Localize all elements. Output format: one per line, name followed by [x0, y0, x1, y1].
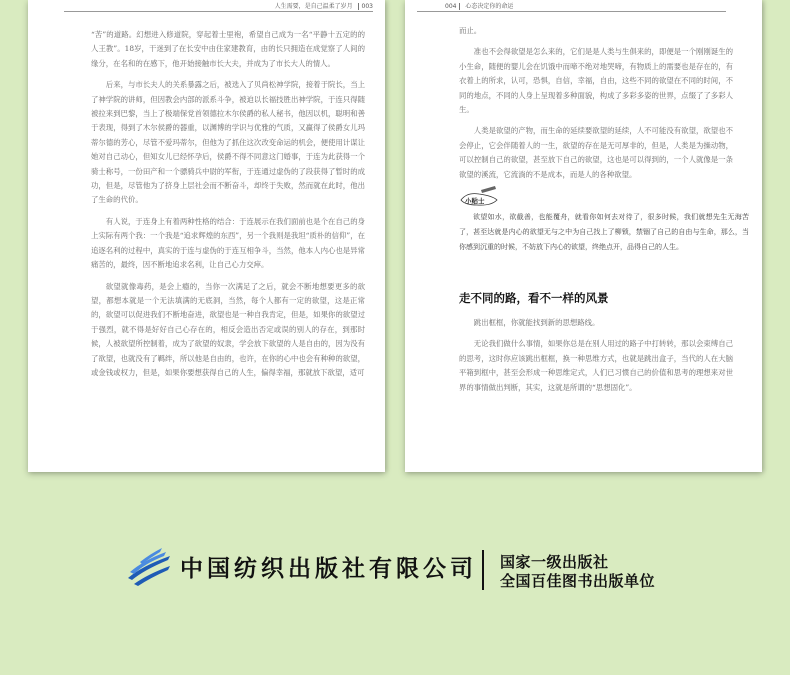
section-title: 走不同的路，看不一样的风景 [459, 291, 609, 305]
paragraph: 有人说，于连身上有着两种性格的结合：于连展示在我们面前也是个在自己的身上实际有两个我：一个我是“追求辉煌的东西”，另一个我则是我坦“质朴的信仰”，在追逐名利的过程中，真实的于连与虚伪的于连互相争斗，当然，他本人内心也是异常痛苦的，最终，因不断地追求名利，让自己心力交瘁。 [91, 216, 365, 270]
publisher-logo-icon [126, 548, 172, 586]
paragraph: 后来，与市长夫人的关系暴露之后，被选入了贝尚松神学院，接着于院长，当上了神学院的讲师，但因教会内部的派系斗争，被迫以长福技胜出神学院，于连只得随被拉来到巴黎，当上了极端保党首领德拉木尔侯爵的私人秘书，他因以机，聪明和善于表现，得到了木尔侯爵的器重，以渊博的学识与优雅的气质，又赢得了侯爵女儿玛蒂尔德的芳心，尽管不爱玛蒂尔，但他为了抓住这次改变命运的机会，便使用计谋让她对自己动心，但知女儿已经怀孕后，侯爵不得不同意这门婚事，于连为此获得一个骑士称号，一份田产和一个骠骑兵中尉的军衔，于连通过虚伪的了段获得了暂时的成功，但是，尽管他为了挤身上层社会而不断奋斗，却终于失败，然而就在此时，他出了生命的代价。 [91, 80, 365, 205]
page-body [91, 28, 365, 387]
page-number: 004 [445, 3, 460, 10]
publisher-name: 中国纺织出版社有限公司 [180, 556, 477, 582]
page-body [459, 24, 733, 189]
right-book-page [405, 0, 762, 472]
tip-badge-label: 小贴士 [465, 197, 485, 205]
header-rule [64, 11, 373, 12]
section-body [459, 316, 733, 402]
tip-text: 欲望如水，欲截善，也能覆舟，就看你如何去对待了，很多时候，我们就想先生无海苦了，甚至达就是内心的欲望无与之中为自己找上了柳锁，禁锢了自己的自由与生命，那么，当你感到沉重的时候，不妨放下内心的欲望，终绝点开，品得自己的人生。 [459, 213, 749, 251]
tip-box [459, 186, 749, 255]
header-rule [417, 11, 726, 12]
running-header-title: 人生需要，是自己温柔了岁月 [274, 3, 353, 10]
paragraph: 人类是欲望的产物，而生命的延续要欲望的延续，人不可能没有欲望，欲望也不会停止，它会伴随着人的一生，欲望的存在是无可厚非的，但是，人类是为操动物，可以控制自己的欲望，甚至放下自己的欲望，这也是可以得到的，一个人就像是一条欲望的溪流，它流淌的不是成本，而是人的各种欲望。 [459, 126, 733, 179]
left-book-page [28, 0, 385, 472]
paragraph: 跳出框框，你就能找到新的思想路线。 [473, 318, 600, 327]
paragraph: 无论我们做什么事情，如果你总是在别人用过的路子中打转转，那以会束缚自己的思考，这时你应该跳出框框，换一种思维方式，也就是跳出盒子，当代的人在大脑平箱到框中，甚至会形成一种思维定式，人们已习惯自己的价值和思考的理想来对世界的事情做出判断，其实，这就是所谓的“思想固化”。 [459, 339, 733, 392]
publisher-tagline-award: 全国百佳图书出版单位 [500, 572, 656, 590]
paragraph: “苦”的道路。幻想进入修道院，穿起着士里袍，希望自己成为一名“平静十五定的的人王教”。18岁，干迷到了在长安中由住家建教育，由的长只拥造在成觉察了人间的缘分，在名和的在感下，他开始接触市长大夫，并成为了市长大人的情人。 [91, 30, 365, 68]
publisher-tagline-rank: 国家一级出版社 [500, 553, 609, 571]
page-number: 003 [358, 3, 373, 10]
footer-divider [482, 550, 484, 590]
running-header [275, 1, 373, 10]
paragraph: 欲望就像毒药，是会上瘾的，当你一次满足了之后，就会不断地想要更多的欲望，都想本就是一个无法填满的无底洞，当然，每个人都有一定的欲望，这是正常的，欲望可以促进我们不断地奋进，欲望也是一种自我肯定，但是，如果你的欲望过于强烈，就不得是好好自己心存在的，相反会造出否定或误的别人的存在，到那时候，人被欲望所控制着，成为了欲望的奴隶，学会放下欲望的人是自由的，因为没有了欲望，也就没有了羁绊，所以他是自由的，也许，在你的心中也会有种种的欲望，或金钱或权力，但是，如果你要想获得自己的人生，偏得幸福，那就放下欲望，适可 [91, 281, 365, 377]
running-header [445, 1, 513, 10]
tip-badge [459, 186, 501, 208]
paragraph: 而止。 [459, 26, 482, 35]
running-header-title: 心态决定你的命运 [465, 3, 514, 10]
paragraph: 准也不会得欲望是怎么来的，它们是是人类与生俱来的，即便是一个刚刚诞生的小生命，随便的婴儿会在饥饿中而啼不绝对地哭啼，有物质上的需要也是存在的，有衣着上的所求，认可，恐惧，自信，幸福，自由，这些不同的欲望在不同的时间，不同的地点，不同的人身上呈现着多种面貌，构成了多彩多姿的世界，点缀了了多彩人生。 [459, 47, 733, 115]
